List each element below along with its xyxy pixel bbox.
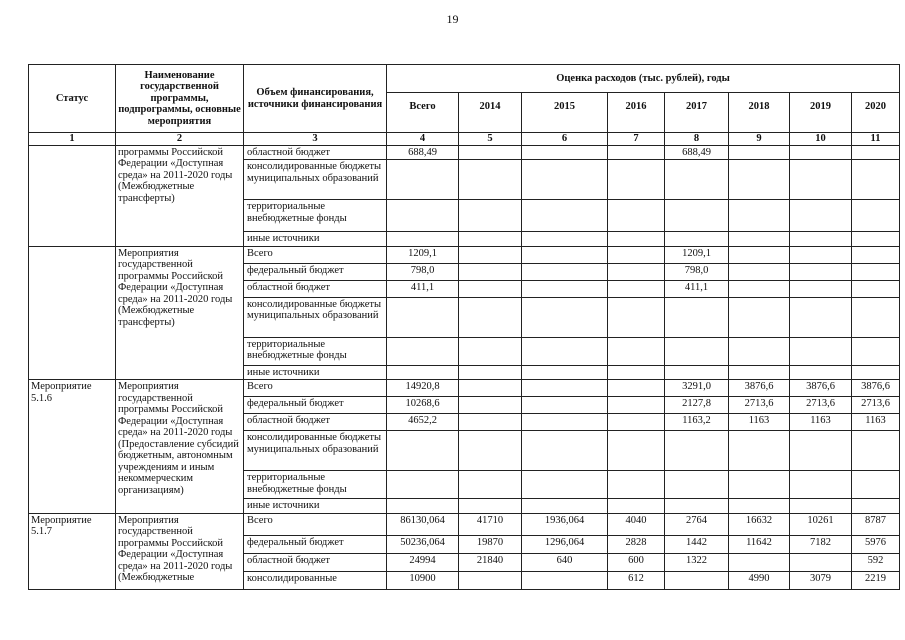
year-value-cell — [790, 246, 852, 263]
financing-table — [28, 64, 900, 590]
year-value-cell — [852, 280, 900, 297]
source-cell: Всего — [244, 513, 387, 535]
year-value-cell — [852, 297, 900, 337]
table-row — [29, 246, 900, 263]
year-value-cell — [852, 160, 900, 200]
year-value-cell: 612 — [608, 571, 665, 589]
total-value-cell: 1209,1 — [387, 246, 459, 263]
year-value-cell — [852, 431, 900, 471]
year-value-cell — [459, 232, 522, 247]
header-year: 2014 — [459, 93, 522, 133]
program-name-cell: Мероприятия государственной программы Российской Федерации «Доступная среда» на 2011-2020 годы (Предоставление субсидий бюджетным, автономным учреждениям и иным некоммерческим организациям) — [116, 380, 244, 514]
year-value-cell — [522, 380, 608, 397]
source-cell: территориальные внебюджетные фонды — [244, 200, 387, 232]
year-value-cell: 4990 — [729, 571, 790, 589]
year-value-cell — [729, 200, 790, 232]
year-value-cell: 1209,1 — [665, 246, 729, 263]
column-number: 8 — [665, 133, 729, 146]
year-value-cell — [852, 337, 900, 365]
year-value-cell: 5976 — [852, 535, 900, 553]
year-value-cell — [608, 414, 665, 431]
year-value-cell — [522, 160, 608, 200]
year-value-cell — [665, 571, 729, 589]
year-value-cell — [729, 499, 790, 514]
year-value-cell — [729, 145, 790, 160]
year-value-cell — [459, 499, 522, 514]
year-value-cell — [852, 365, 900, 380]
source-cell: консолидированные бюджеты муниципальных образований — [244, 160, 387, 200]
year-value-cell — [729, 160, 790, 200]
year-value-cell: 3876,6 — [852, 380, 900, 397]
year-value-cell — [729, 297, 790, 337]
year-value-cell — [459, 397, 522, 414]
year-value-cell: 41710 — [459, 513, 522, 535]
total-value-cell — [387, 160, 459, 200]
year-value-cell — [459, 380, 522, 397]
year-value-cell: 1163 — [729, 414, 790, 431]
year-value-cell — [665, 499, 729, 514]
total-value-cell: 14920,8 — [387, 380, 459, 397]
total-value-cell: 10268,6 — [387, 397, 459, 414]
column-number: 3 — [244, 133, 387, 146]
page-number: 19 — [446, 12, 459, 26]
source-cell: областной бюджет — [244, 553, 387, 571]
year-value-cell — [522, 499, 608, 514]
year-value-cell: 1322 — [665, 553, 729, 571]
source-cell: областной бюджет — [244, 145, 387, 160]
year-value-cell — [729, 263, 790, 280]
year-value-cell — [665, 200, 729, 232]
source-cell: иные источники — [244, 365, 387, 380]
year-value-cell — [608, 160, 665, 200]
status-cell: Мероприятие 5.1.6 — [29, 380, 116, 514]
year-value-cell — [522, 365, 608, 380]
header-volume: Объем финансирования, источники финансирования — [244, 65, 387, 133]
year-value-cell — [459, 365, 522, 380]
source-cell: Всего — [244, 380, 387, 397]
year-value-cell — [729, 365, 790, 380]
column-number: 6 — [522, 133, 608, 146]
year-value-cell: 1936,064 — [522, 513, 608, 535]
program-name-cell: Мероприятия государственной программы Российской Федерации «Доступная среда» на 2011-2020 годы (Межбюджетные — [116, 513, 244, 589]
header-status: Статус — [29, 65, 116, 133]
header-estimate: Оценка расходов (тыс. рублей), годы — [387, 65, 900, 93]
year-value-cell — [522, 297, 608, 337]
source-cell: областной бюджет — [244, 280, 387, 297]
year-value-cell: 2764 — [665, 513, 729, 535]
year-value-cell — [608, 297, 665, 337]
year-value-cell — [729, 471, 790, 499]
year-value-cell — [522, 414, 608, 431]
year-value-cell: 11642 — [729, 535, 790, 553]
header-year: 2016 — [608, 93, 665, 133]
total-value-cell: 411,1 — [387, 280, 459, 297]
column-number: 10 — [790, 133, 852, 146]
year-value-cell — [665, 471, 729, 499]
year-value-cell — [522, 571, 608, 589]
header-name: Наименование государственной программы, подпрограммы, основные мероприятия — [116, 65, 244, 133]
source-cell: федеральный бюджет — [244, 263, 387, 280]
year-value-cell — [852, 246, 900, 263]
source-cell: федеральный бюджет — [244, 535, 387, 553]
year-value-cell — [729, 280, 790, 297]
year-value-cell — [522, 431, 608, 471]
header-year: 2015 — [522, 93, 608, 133]
year-value-cell — [729, 337, 790, 365]
year-value-cell — [608, 232, 665, 247]
source-cell: территориальные внебюджетные фонды — [244, 337, 387, 365]
source-cell: Всего — [244, 246, 387, 263]
column-number: 11 — [852, 133, 900, 146]
year-value-cell: 2127,8 — [665, 397, 729, 414]
year-value-cell — [522, 280, 608, 297]
total-value-cell: 798,0 — [387, 263, 459, 280]
year-value-cell — [790, 365, 852, 380]
year-value-cell: 2713,6 — [729, 397, 790, 414]
year-value-cell: 798,0 — [665, 263, 729, 280]
source-cell: территориальные внебюджетные фонды — [244, 471, 387, 499]
year-value-cell — [790, 160, 852, 200]
source-cell: консолидированные бюджеты муниципальных образований — [244, 431, 387, 471]
total-value-cell: 688,49 — [387, 145, 459, 160]
year-value-cell — [459, 246, 522, 263]
year-value-cell: 2713,6 — [852, 397, 900, 414]
total-value-cell — [387, 365, 459, 380]
total-value-cell: 50236,064 — [387, 535, 459, 553]
total-value-cell — [387, 431, 459, 471]
year-value-cell — [522, 263, 608, 280]
year-value-cell — [608, 380, 665, 397]
year-value-cell — [608, 397, 665, 414]
year-value-cell: 2828 — [608, 535, 665, 553]
year-value-cell — [790, 553, 852, 571]
year-value-cell — [790, 232, 852, 247]
total-value-cell — [387, 337, 459, 365]
year-value-cell — [522, 246, 608, 263]
year-value-cell — [665, 365, 729, 380]
year-value-cell — [522, 337, 608, 365]
year-value-cell: 19870 — [459, 535, 522, 553]
year-value-cell: 4040 — [608, 513, 665, 535]
year-value-cell — [790, 297, 852, 337]
total-value-cell — [387, 232, 459, 247]
table-row — [29, 513, 900, 535]
status-cell: Мероприятие 5.1.7 — [29, 513, 116, 589]
year-value-cell: 8787 — [852, 513, 900, 535]
column-number: 2 — [116, 133, 244, 146]
year-value-cell — [522, 232, 608, 247]
year-value-cell — [790, 431, 852, 471]
year-value-cell — [459, 471, 522, 499]
year-value-cell: 2219 — [852, 571, 900, 589]
total-value-cell: 10900 — [387, 571, 459, 589]
year-value-cell — [459, 145, 522, 160]
year-value-cell — [459, 200, 522, 232]
year-value-cell — [522, 397, 608, 414]
source-cell: иные источники — [244, 232, 387, 247]
year-value-cell — [790, 471, 852, 499]
year-value-cell — [852, 499, 900, 514]
year-value-cell — [608, 246, 665, 263]
year-value-cell — [459, 414, 522, 431]
year-value-cell — [729, 246, 790, 263]
year-value-cell — [459, 160, 522, 200]
table-body — [29, 145, 900, 589]
year-value-cell — [852, 232, 900, 247]
year-value-cell — [459, 297, 522, 337]
column-number: 5 — [459, 133, 522, 146]
program-name-cell: программы Российской Федерации «Доступная среда» на 2011-2020 годы (Межбюджетные трансферты) — [116, 145, 244, 246]
year-value-cell: 3876,6 — [729, 380, 790, 397]
year-value-cell — [608, 365, 665, 380]
year-value-cell — [729, 553, 790, 571]
year-value-cell — [608, 280, 665, 297]
year-value-cell: 600 — [608, 553, 665, 571]
total-value-cell — [387, 471, 459, 499]
year-value-cell: 2713,6 — [790, 397, 852, 414]
year-value-cell: 640 — [522, 553, 608, 571]
year-value-cell — [790, 280, 852, 297]
source-cell: областной бюджет — [244, 414, 387, 431]
source-cell: федеральный бюджет — [244, 397, 387, 414]
year-value-cell — [522, 200, 608, 232]
year-value-cell: 1163 — [852, 414, 900, 431]
year-value-cell — [459, 280, 522, 297]
year-value-cell — [852, 200, 900, 232]
year-value-cell — [852, 471, 900, 499]
year-value-cell: 1163 — [790, 414, 852, 431]
year-value-cell — [608, 471, 665, 499]
year-value-cell — [459, 571, 522, 589]
year-value-cell: 10261 — [790, 513, 852, 535]
total-value-cell: 24994 — [387, 553, 459, 571]
year-value-cell — [790, 200, 852, 232]
year-value-cell — [665, 297, 729, 337]
header-year: 2020 — [852, 93, 900, 133]
column-number: 9 — [729, 133, 790, 146]
header-year: 2017 — [665, 93, 729, 133]
year-value-cell: 3079 — [790, 571, 852, 589]
year-value-cell: 1163,2 — [665, 414, 729, 431]
year-value-cell — [665, 232, 729, 247]
header-year: 2019 — [790, 93, 852, 133]
year-value-cell — [665, 160, 729, 200]
total-value-cell: 4652,2 — [387, 414, 459, 431]
column-number: 4 — [387, 133, 459, 146]
year-value-cell — [852, 263, 900, 280]
header-year: 2018 — [729, 93, 790, 133]
source-cell: иные источники — [244, 499, 387, 514]
year-value-cell — [608, 145, 665, 160]
year-value-cell — [522, 145, 608, 160]
year-value-cell: 1296,064 — [522, 535, 608, 553]
year-value-cell — [608, 337, 665, 365]
header-total: Всего — [387, 93, 459, 133]
status-cell — [29, 145, 116, 246]
total-value-cell — [387, 200, 459, 232]
status-cell — [29, 246, 116, 380]
year-value-cell: 7182 — [790, 535, 852, 553]
year-value-cell — [729, 431, 790, 471]
year-value-cell: 688,49 — [665, 145, 729, 160]
year-value-cell — [790, 499, 852, 514]
year-value-cell — [459, 263, 522, 280]
year-value-cell — [608, 499, 665, 514]
year-value-cell — [522, 471, 608, 499]
program-name-cell: Мероприятия государственной программы Российской Федерации «Доступная среда» на 2011-2020 годы (Межбюджетные трансферты) — [116, 246, 244, 380]
year-value-cell — [459, 337, 522, 365]
year-value-cell — [608, 431, 665, 471]
year-value-cell — [790, 263, 852, 280]
year-value-cell — [665, 337, 729, 365]
total-value-cell — [387, 297, 459, 337]
column-number: 7 — [608, 133, 665, 146]
year-value-cell — [459, 431, 522, 471]
year-value-cell: 3291,0 — [665, 380, 729, 397]
year-value-cell: 592 — [852, 553, 900, 571]
year-value-cell — [790, 145, 852, 160]
total-value-cell: 86130,064 — [387, 513, 459, 535]
year-value-cell — [729, 232, 790, 247]
year-value-cell — [608, 263, 665, 280]
year-value-cell — [852, 145, 900, 160]
year-value-cell — [665, 431, 729, 471]
table-row — [29, 145, 900, 160]
year-value-cell: 3876,6 — [790, 380, 852, 397]
source-cell: консолидированные — [244, 571, 387, 589]
year-value-cell: 16632 — [729, 513, 790, 535]
year-value-cell — [608, 200, 665, 232]
year-value-cell — [790, 337, 852, 365]
year-value-cell: 21840 — [459, 553, 522, 571]
year-value-cell: 1442 — [665, 535, 729, 553]
year-value-cell: 411,1 — [665, 280, 729, 297]
table-row — [29, 380, 900, 397]
source-cell: консолидированные бюджеты муниципальных образований — [244, 297, 387, 337]
column-number: 1 — [29, 133, 116, 146]
total-value-cell — [387, 499, 459, 514]
